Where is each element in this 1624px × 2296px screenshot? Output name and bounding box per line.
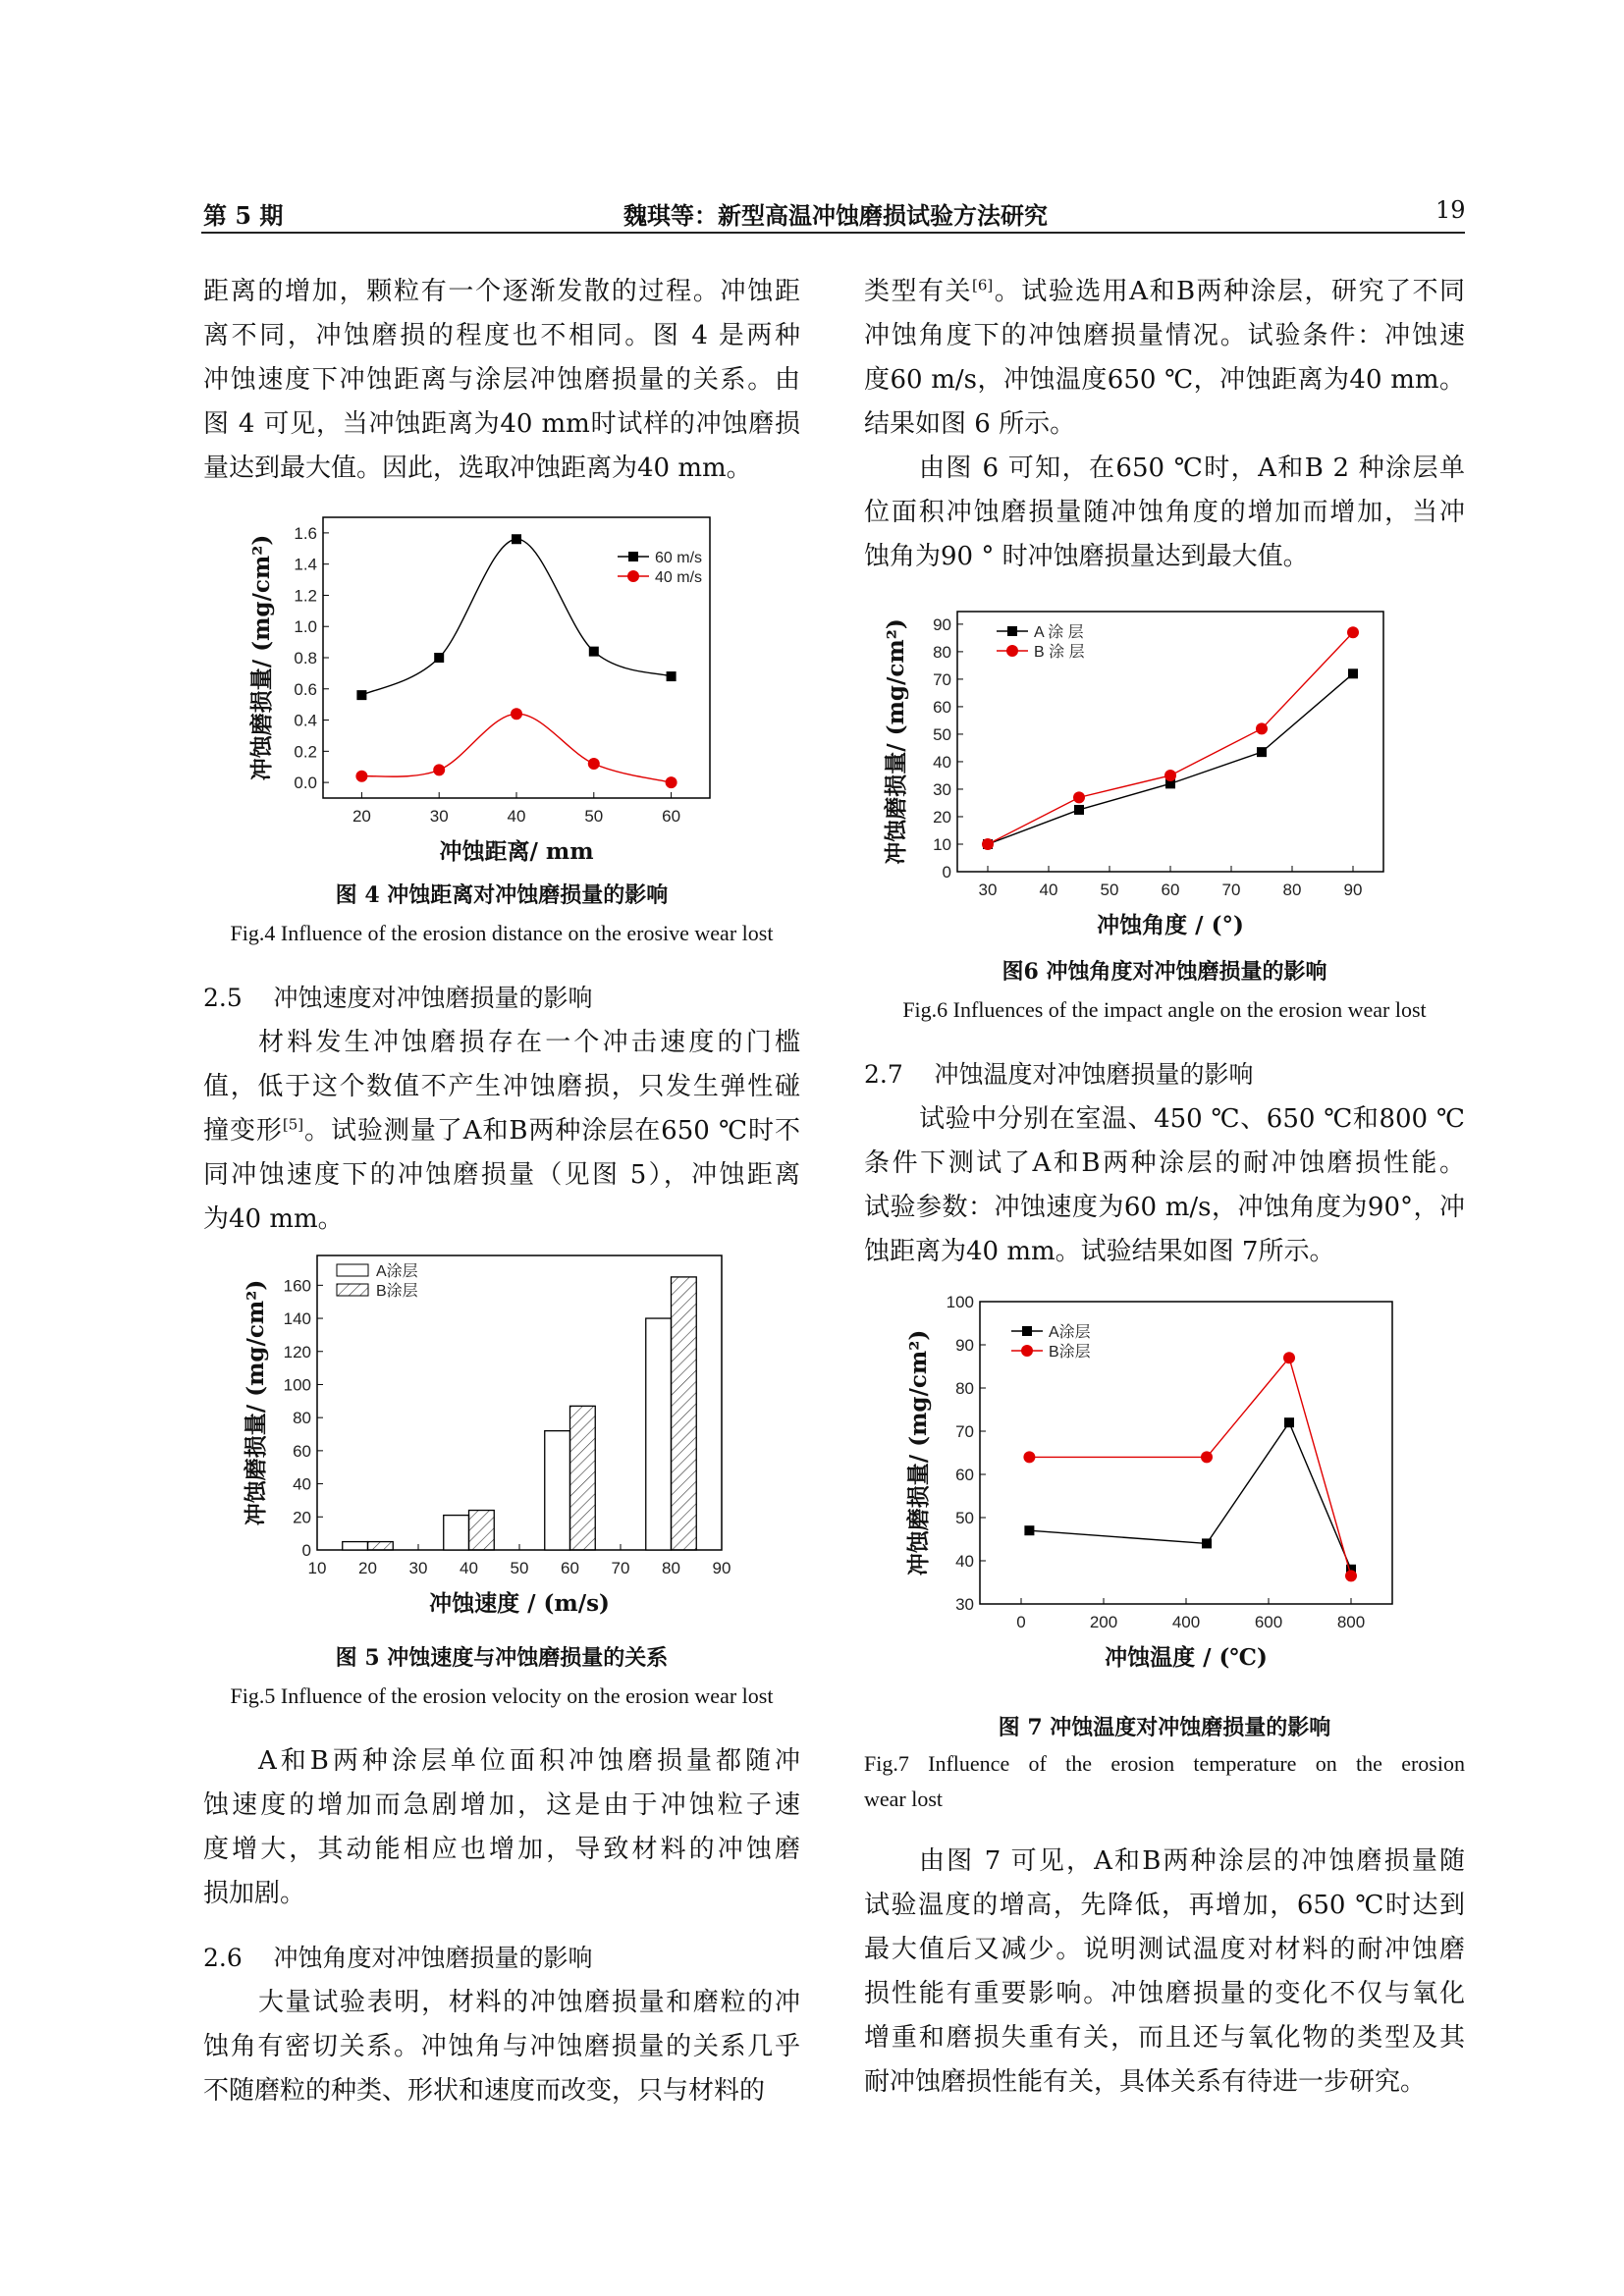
- text-line: 蚀距离为40 mm。试验结果如图 7所示。: [864, 1237, 1335, 1266]
- y-tick-label: 0: [942, 863, 951, 881]
- x-tick-label: 60: [561, 1559, 579, 1577]
- y-tick-label: 70: [955, 1422, 974, 1441]
- x-tick-label: 10: [307, 1559, 327, 1577]
- x-tick-label: 60: [662, 807, 681, 826]
- data-point: [1283, 1352, 1295, 1363]
- bar: [343, 1542, 368, 1550]
- data-point: [433, 764, 445, 775]
- y-tick-label: 90: [933, 614, 951, 634]
- citation-ref[interactable]: [6]: [971, 276, 994, 294]
- y-tick-label: 50: [955, 1509, 974, 1527]
- legend-label: B涂层: [376, 1283, 418, 1300]
- y-tick-label: 30: [933, 779, 951, 799]
- data-point: [1024, 1525, 1034, 1535]
- text-line: 离不同，冲蚀磨损的程度也不相同。图 4 是两种: [203, 321, 800, 350]
- y-tick-label: 40: [933, 752, 951, 772]
- y-tick-label: 20: [933, 807, 951, 827]
- y-tick-label: 140: [283, 1309, 311, 1329]
- series-line-0: [1029, 1422, 1351, 1570]
- y-tick-label: 80: [955, 1379, 974, 1398]
- paragraph: [203, 1739, 800, 1916]
- text-line: 损性能有重要影响。冲蚀磨损量的变化不仅与氧化: [864, 1979, 1465, 2008]
- legend-marker: [1021, 1345, 1033, 1357]
- series-line-0: [361, 539, 671, 695]
- fig7-chart: [884, 1293, 1434, 1688]
- paragraph: [203, 1981, 800, 2113]
- paragraph: [864, 270, 1465, 447]
- legend-marker: [1022, 1326, 1032, 1336]
- y-axis-label: 冲蚀磨损量/ (mg/cm²): [905, 1329, 932, 1576]
- text-line: 为40 mm。: [203, 1204, 344, 1234]
- text-line: 撞变形[5]。试验测量了A和B两种涂层在650 ℃时不: [203, 1115, 800, 1146]
- x-tick-label: 90: [712, 1559, 731, 1577]
- data-point: [589, 647, 599, 657]
- data-point: [1348, 668, 1358, 678]
- y-tick-label: 120: [283, 1342, 311, 1362]
- x-tick-label: 40: [460, 1559, 478, 1577]
- data-point: [666, 776, 677, 788]
- text-line: 蚀角为90 ° 时冲蚀磨损量达到最大值。: [864, 542, 1309, 571]
- y-tick-label: 60: [933, 697, 951, 717]
- text-line: 结果如图 6 所示。: [864, 409, 1076, 439]
- plot-frame: [323, 517, 710, 798]
- figure-caption-en: Fig.5 Influence of the erosion velocity on the erosion wear lost: [230, 1683, 774, 1708]
- figure-caption-en: Fig.6 Influences of the impact angle on the erosion wear lost: [902, 997, 1427, 1022]
- figure-caption-en: Fig.7 Influence of the erosion temperature on the erosion: [864, 1751, 1465, 1776]
- legend-label: 40 m/s: [655, 569, 703, 586]
- y-tick-label: 100: [946, 1293, 974, 1311]
- paragraph: [864, 1840, 1465, 2105]
- paragraph: [864, 1097, 1465, 1274]
- x-tick-label: 0: [1016, 1613, 1026, 1631]
- x-tick-label: 40: [1039, 881, 1058, 899]
- text-line: 值，低于这个数值不产生冲蚀磨损，只发生弹性碰: [203, 1072, 800, 1101]
- y-tick-label: 100: [283, 1375, 311, 1395]
- paragraph: [203, 1021, 800, 1242]
- y-tick-label: 1.2: [294, 586, 317, 606]
- y-tick-label: 80: [933, 642, 951, 662]
- data-point: [1073, 791, 1085, 803]
- data-point: [1257, 747, 1267, 757]
- y-tick-label: 20: [293, 1508, 311, 1527]
- text-line: A和B两种涂层单位面积冲蚀磨损量都随冲: [258, 1746, 800, 1776]
- legend-marker: [628, 552, 638, 561]
- figure-caption-cn: 图 7 冲蚀温度对冲蚀磨损量的影响: [998, 1715, 1331, 1740]
- text-line: 最大值后又减少。说明测试温度对材料的耐冲蚀磨: [864, 1935, 1465, 1964]
- legend-marker: [1007, 626, 1017, 636]
- x-tick-label: 50: [584, 807, 604, 826]
- legend-label: A涂层: [376, 1263, 418, 1280]
- x-tick-label: 600: [1254, 1613, 1283, 1631]
- text-line: 试验中分别在室温、450 ℃、650 ℃和800 ℃: [919, 1104, 1465, 1134]
- text-line: 类型有关[6]。试验选用A和B两种涂层，研究了不同: [864, 276, 1465, 306]
- series-line-1: [988, 632, 1353, 844]
- y-tick-label: 0.4: [294, 711, 317, 730]
- figure-caption-en: wear lost: [864, 1787, 944, 1811]
- figure-caption-en: Fig.4 Influence of the erosion distance on the erosive wear lost: [230, 921, 774, 945]
- y-axis-label: 冲蚀磨损量/ (mg/cm²): [248, 534, 275, 781]
- section-heading: 2.6 冲蚀角度对冲蚀磨损量的影响: [203, 1944, 593, 1972]
- y-tick-label: 0: [301, 1541, 311, 1560]
- legend-swatch: [337, 1284, 368, 1296]
- y-tick-label: 70: [933, 669, 951, 689]
- y-tick-label: 1.6: [294, 523, 317, 543]
- series-line-0: [988, 673, 1353, 844]
- x-axis-label: 冲蚀温度 / (℃): [1105, 1644, 1268, 1671]
- y-tick-label: 0.2: [294, 742, 317, 762]
- x-tick-label: 90: [1343, 881, 1363, 899]
- text-line: 度60 m/s，冲蚀温度650 ℃，冲蚀距离为40 mm。: [864, 365, 1465, 395]
- data-point: [355, 771, 367, 782]
- fig6-chart: [864, 604, 1434, 937]
- text-line: 距离的增加，颗粒有一个逐渐发散的过程。冲蚀距: [203, 277, 800, 306]
- y-axis-label: 冲蚀磨损量/ (mg/cm²): [883, 618, 909, 865]
- y-tick-label: 80: [293, 1409, 311, 1428]
- data-point: [511, 708, 522, 720]
- text-line: 增重和磨损失重有关，而且还与氧化物的类型及其: [864, 2023, 1465, 2053]
- paragraph: [864, 447, 1465, 579]
- y-tick-label: 160: [283, 1276, 311, 1296]
- y-tick-label: 60: [955, 1466, 974, 1484]
- data-point: [588, 758, 600, 770]
- y-tick-label: 50: [933, 724, 951, 744]
- data-point: [1074, 805, 1084, 815]
- x-tick-label: 30: [408, 1559, 428, 1577]
- text-line: 不随磨粒的种类、形状和速度而改变，只与材料的: [203, 2076, 766, 2106]
- data-point: [1023, 1451, 1035, 1463]
- x-tick-label: 60: [1161, 881, 1180, 899]
- text-line: 损加剧。: [203, 1879, 306, 1908]
- series-line-1: [361, 714, 671, 782]
- figure-caption-cn: 图 5 冲蚀速度与冲蚀磨损量的关系: [335, 1645, 669, 1671]
- data-point: [434, 653, 444, 663]
- text-line: 冲蚀角度下的冲蚀磨损量情况。试验条件：冲蚀速: [864, 321, 1465, 350]
- text-line: 图 4 可见，当冲蚀距离为40 mm时试样的冲蚀磨损: [203, 409, 800, 439]
- x-axis-label: 冲蚀速度 / (m/s): [429, 1590, 610, 1617]
- text-line: 度增大，其动能相应也增加，导致材料的冲蚀磨: [203, 1835, 800, 1864]
- text-line: 条件下测试了A和B两种涂层的耐冲蚀磨损性能。: [864, 1148, 1465, 1178]
- legend-label: B 涂 层: [1034, 644, 1085, 661]
- text-line: 试验温度的增高，先降低，再增加，650 ℃时达到: [864, 1891, 1465, 1920]
- x-tick-label: 70: [1221, 881, 1241, 899]
- x-tick-label: 800: [1336, 1613, 1366, 1631]
- y-tick-label: 30: [955, 1595, 974, 1614]
- legend-label: A涂层: [1049, 1324, 1091, 1341]
- data-point: [1284, 1417, 1294, 1427]
- text-line: 同冲蚀速度下的冲蚀磨损量（见图 5），冲蚀距离: [203, 1160, 800, 1190]
- data-point: [1202, 1538, 1212, 1548]
- x-tick-label: 40: [507, 807, 526, 826]
- data-point: [667, 671, 677, 681]
- text-line: 耐冲蚀磨损性能有关，具体关系有待进一步研究。: [864, 2067, 1427, 2097]
- data-point: [982, 838, 994, 850]
- bar: [368, 1542, 394, 1550]
- fig4-chart: [236, 496, 785, 874]
- bar: [672, 1277, 697, 1550]
- text-line: 蚀角有密切关系。冲蚀角与冲蚀磨损量的关系几乎: [203, 2032, 800, 2061]
- data-point: [1347, 626, 1359, 638]
- y-tick-label: 0.0: [294, 774, 317, 793]
- x-tick-label: 200: [1089, 1613, 1118, 1631]
- figure-caption-cn: 图6 冲蚀角度对冲蚀磨损量的影响: [1001, 959, 1327, 985]
- data-point: [512, 534, 521, 544]
- legend-marker: [1006, 645, 1018, 657]
- x-tick-label: 20: [358, 1559, 377, 1577]
- data-point: [356, 690, 366, 700]
- paragraph: [203, 270, 800, 491]
- y-tick-label: 60: [293, 1441, 311, 1461]
- header-rule: [201, 232, 1465, 234]
- y-tick-label: 40: [955, 1552, 974, 1571]
- legend-marker: [627, 570, 639, 582]
- text-line: 蚀速度的增加而急剧增加，这是由于冲蚀粒子速: [203, 1790, 800, 1820]
- x-tick-label: 30: [429, 807, 449, 826]
- citation-ref[interactable]: [5]: [282, 1115, 304, 1134]
- x-axis-label: 冲蚀距离/ mm: [439, 838, 594, 865]
- legend-swatch: [337, 1264, 368, 1276]
- y-tick-label: 90: [955, 1336, 974, 1355]
- x-tick-label: 50: [510, 1559, 529, 1577]
- bar: [469, 1511, 495, 1550]
- figure-caption-cn: 图 4 冲蚀距离对冲蚀磨损量的影响: [335, 882, 669, 908]
- text-line: 量达到最大值。因此，选取冲蚀距离为40 mm。: [203, 454, 752, 483]
- section-heading: 2.5 冲蚀速度对冲蚀磨损量的影响: [203, 984, 593, 1012]
- y-tick-label: 40: [293, 1474, 311, 1494]
- data-point: [1164, 770, 1176, 781]
- text-line: 大量试验表明，材料的冲蚀磨损量和磨粒的冲: [258, 1988, 800, 2017]
- y-tick-label: 0.8: [294, 649, 317, 667]
- bar: [444, 1516, 469, 1550]
- data-point: [1201, 1451, 1213, 1463]
- legend-label: 60 m/s: [655, 550, 703, 566]
- text-line: 冲蚀速度下冲蚀距离与涂层冲蚀磨损量的关系。由: [203, 365, 800, 395]
- text-line: 由图 7 可见，A和B两种涂层的冲蚀磨损量随: [919, 1846, 1465, 1876]
- y-axis-label: 冲蚀磨损量/ (mg/cm²): [243, 1279, 269, 1526]
- text-line: 由图 6 可知，在650 ℃时，A和B 2 种涂层单: [919, 454, 1465, 483]
- legend-label: B涂层: [1049, 1344, 1091, 1361]
- bar: [646, 1318, 672, 1550]
- text-line: 试验参数：冲蚀速度为60 m/s，冲蚀角度为90°，冲: [864, 1193, 1465, 1222]
- x-tick-label: 80: [1282, 881, 1302, 899]
- y-tick-label: 10: [933, 834, 951, 854]
- x-tick-label: 20: [352, 807, 371, 826]
- series-line-1: [1029, 1358, 1351, 1575]
- x-tick-label: 50: [1100, 881, 1119, 899]
- y-tick-label: 1.4: [294, 555, 317, 574]
- running-title: 魏琪等：新型高温冲蚀磨损试验方法研究: [623, 201, 1048, 230]
- legend-label: A 涂 层: [1034, 624, 1084, 641]
- page-number: 19: [1435, 196, 1466, 224]
- text-line: 材料发生冲蚀磨损存在一个冲击速度的门槛: [258, 1028, 800, 1057]
- fig5-chart: [236, 1242, 785, 1629]
- data-point: [1345, 1570, 1357, 1581]
- x-tick-label: 400: [1171, 1613, 1201, 1631]
- x-tick-label: 30: [978, 881, 998, 899]
- text-line: 位面积冲蚀磨损量随冲蚀角度的增加而增加，当冲: [864, 498, 1465, 527]
- x-tick-label: 80: [662, 1559, 680, 1577]
- issue-number: 第 5 期: [203, 201, 284, 230]
- y-tick-label: 0.6: [294, 679, 317, 699]
- bar: [570, 1406, 596, 1550]
- data-point: [1256, 722, 1268, 734]
- x-axis-label: 冲蚀角度 / (°): [1097, 912, 1244, 938]
- plot-frame: [980, 1302, 1392, 1604]
- x-tick-label: 70: [611, 1559, 630, 1577]
- bar: [545, 1431, 570, 1550]
- y-tick-label: 1.0: [294, 617, 317, 637]
- section-heading: 2.7 冲蚀温度对冲蚀磨损量的影响: [864, 1060, 1254, 1089]
